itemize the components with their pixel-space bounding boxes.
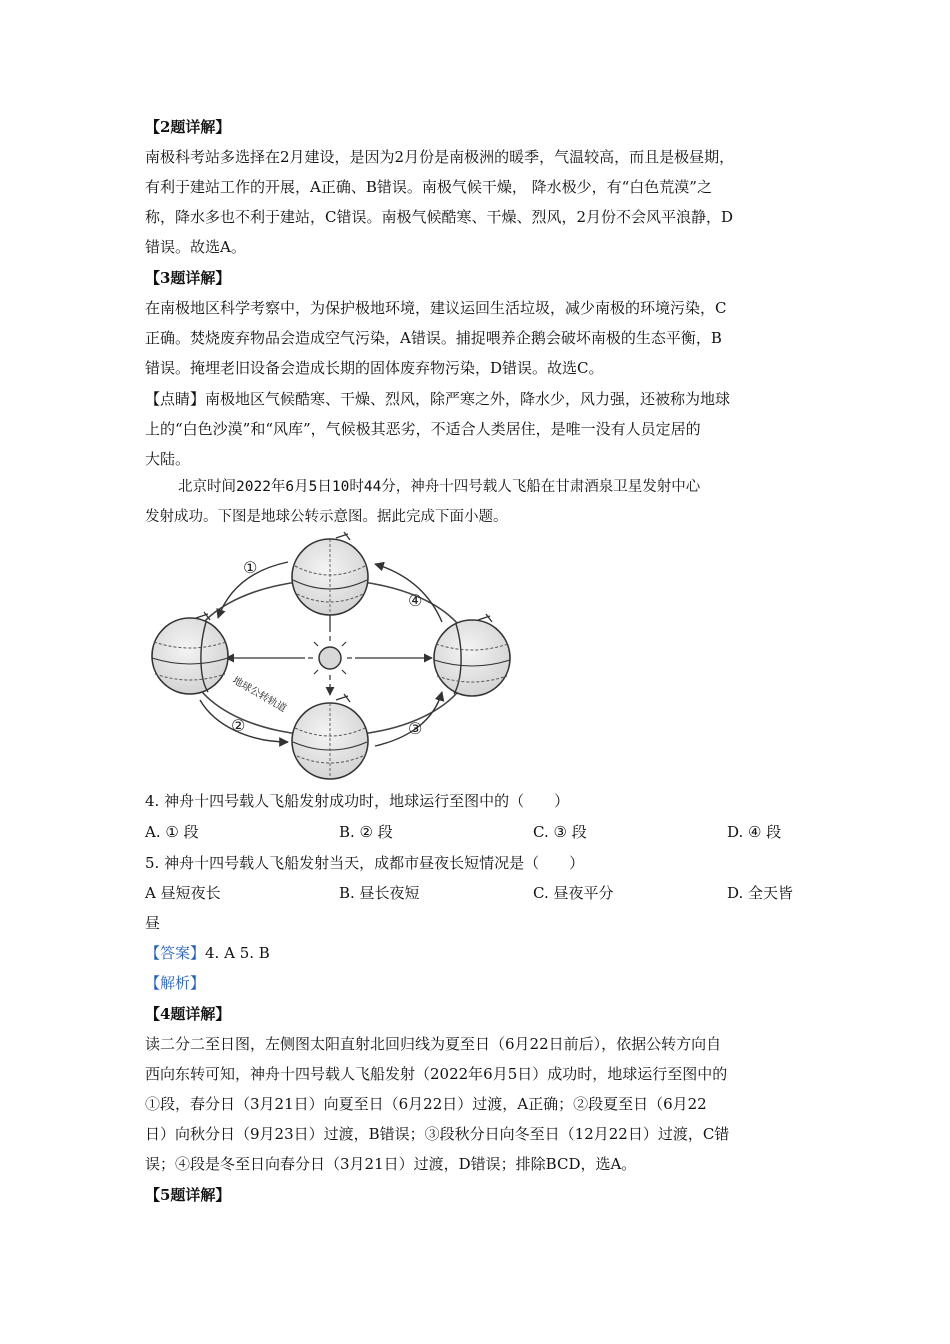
- q3-line-3: 错误。掩埋老旧设备会造成长期的固体废弃物污染，D错误。故选C。: [145, 359, 604, 377]
- q3-header: 【3题详解】: [145, 269, 231, 287]
- q4-option-c[interactable]: C. ③ 段: [533, 823, 587, 841]
- q2-header: 【2题详解】: [145, 118, 231, 136]
- q4-options: [145, 817, 810, 847]
- q4-detail-line-5: 误；④段是冬至日向春分日（3月21日）过渡，D错误；排除BCD，选A。: [145, 1155, 637, 1173]
- earth-bottom-globe: [292, 694, 368, 779]
- q5-option-a[interactable]: A 昼短夜长: [145, 884, 221, 902]
- q4-option-d[interactable]: D. ④ 段: [727, 823, 782, 841]
- intro-line-2: 发射成功。下图是地球公转示意图。据此完成下面小题。: [145, 509, 508, 525]
- analysis-label: 【解析】: [145, 974, 206, 992]
- q2-line-1: 南极科考站多选择在2月建设，是因为2月份是南极洲的暖季，气温较高，而且是极昼期，: [145, 148, 735, 166]
- q5-options: [145, 878, 810, 908]
- segment-label-4: ④: [408, 591, 423, 610]
- earth-revolution-diagram: [140, 530, 540, 780]
- q5-detail-header: 【5题详解】: [145, 1186, 231, 1204]
- q3-line-2: 正确。焚烧废弃物品会造成空气污染，A错误。捕捉喂养企鹅会破坏南极的生态平衡，B: [145, 329, 722, 347]
- q3-line-1: 在南极地区科学考察中，为保护极地环境，建议运回生活垃圾，减少南极的环境污染，C: [145, 299, 727, 317]
- q5-option-d-wrap: 昼: [145, 914, 161, 932]
- dianjing-line-2: 上的“白色沙漠”和“风库”，气候极其恶劣，不适合人类居住，是唯一没有人员定居的: [145, 420, 701, 438]
- q5-option-b[interactable]: B. 昼长夜短: [339, 884, 420, 902]
- q4-detail-line-4: 日）向秋分日（9月23日）过渡，B错误；③段秋分日向冬至日（12月22日）过渡，C错: [145, 1125, 730, 1143]
- orbit-label: 地球公转轨道: [230, 675, 288, 715]
- q5-question: 5. 神舟十四号载人飞船发射当天，成都市昼夜长短情况是（ ）: [145, 854, 585, 872]
- q5-option-d[interactable]: D. 全天皆: [727, 884, 794, 902]
- q5-option-c[interactable]: C. 昼夜平分: [533, 884, 614, 902]
- answer-label: 【答案】: [145, 944, 206, 962]
- q4-option-a[interactable]: A. ① 段: [145, 823, 199, 841]
- q4-question: 4. 神舟十四号载人飞船发射成功时，地球运行至图中的（ ）: [145, 792, 570, 810]
- earth-top-globe: [292, 532, 368, 615]
- q4-detail-line-3: ①段，春分日（3月21日）向夏至日（6月22日）过渡，A正确；②段夏至日（6月22: [145, 1095, 707, 1113]
- segment-label-1: ①: [243, 558, 258, 577]
- q2-line-4: 错误。故选A。: [145, 238, 246, 256]
- q4-detail-header: 【4题详解】: [145, 1005, 231, 1023]
- dianjing-line-3: 大陆。: [145, 450, 191, 468]
- answer-text: 4. A 5. B: [205, 944, 270, 962]
- q4-detail-line-1: 读二分二至日图，左侧图太阳直射北回归线为夏至日（6月22日前后），依据公转方向自: [145, 1035, 722, 1053]
- q4-detail-line-2: 西向东转可知，神舟十四号载人飞船发射（2022年6月5日）成功时，地球运行至图中的: [145, 1065, 728, 1083]
- earth-right-globe: [434, 614, 510, 696]
- segment-label-2: ②: [231, 716, 246, 735]
- segment-label-3: ③: [408, 719, 423, 738]
- earth-left-globe: [152, 612, 228, 694]
- q4-option-b[interactable]: B. ② 段: [339, 823, 393, 841]
- dianjing-line-1: 【点睛】南极地区气候酷寒、干燥、烈风，除严寒之外，降水少，风力强，还被称为地球: [145, 390, 731, 408]
- answer-line: [145, 938, 810, 968]
- q2-line-2: 有利于建站工作的开展，A正确、B错误。南极气候干燥， 降水极少，有“白色荒漠”之: [145, 178, 712, 196]
- intro-line-1: 北京时间2022年6月5日10时44分，神舟十四号载人飞船在甘肃酒泉卫星发射中心: [178, 479, 701, 495]
- sun-icon: [308, 636, 352, 680]
- q2-line-3: 称，降水多也不利于建站，C错误。南极气候酷寒、干燥、烈风，2月份不会风平浪静，D: [145, 208, 734, 226]
